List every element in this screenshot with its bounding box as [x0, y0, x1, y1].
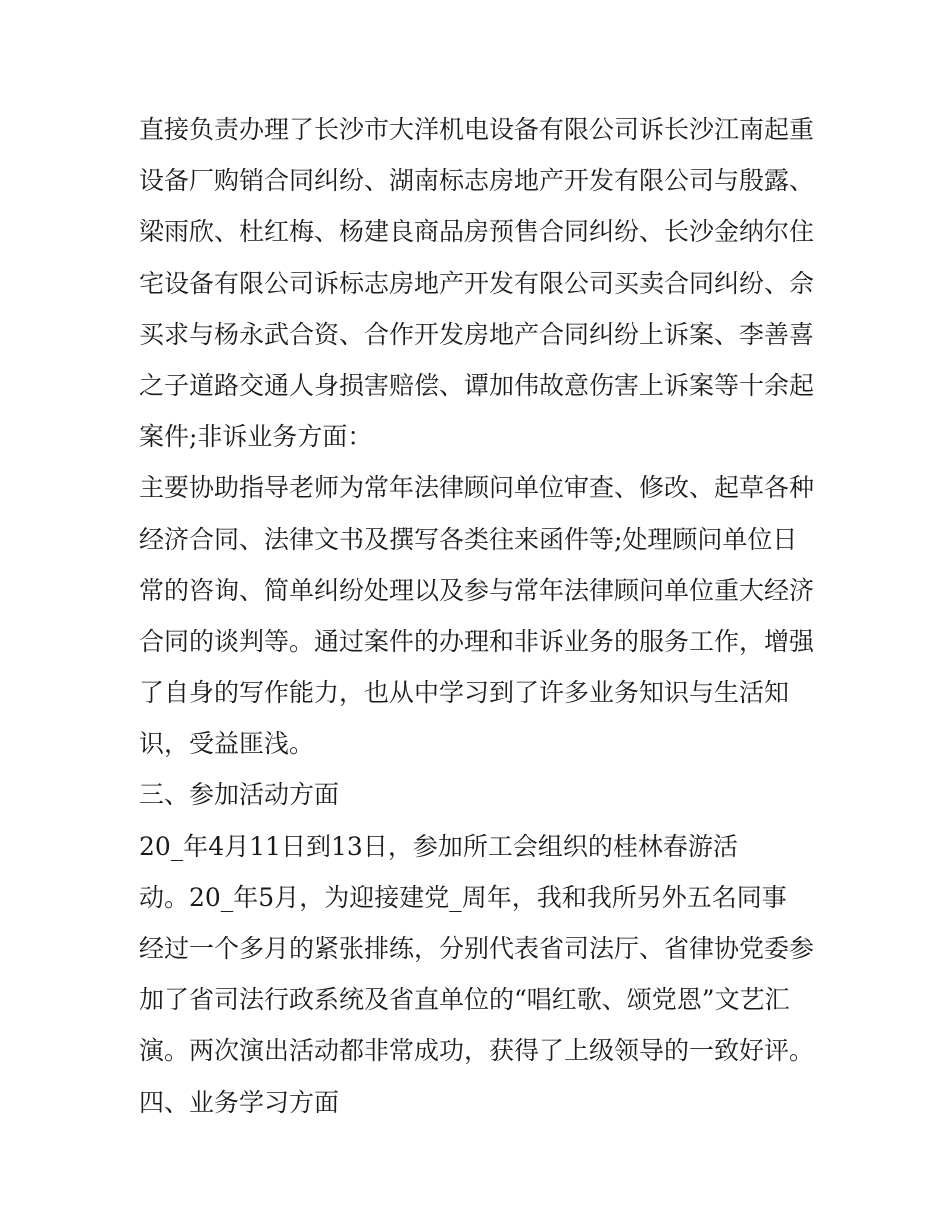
- text-line: 常的咨询、简单纠纷处理以及参与常年法律顾问单位重大经济: [139, 575, 815, 605]
- text-line: 直接负责办理了长沙市大洋机电设备有限公司诉长沙江南起重: [139, 115, 815, 144]
- text-line: 了自身的写作能力，也从中学习到了许多业务知识与生活知: [139, 678, 790, 708]
- text-line: 合同的谈判等。通过案件的办理和非诉业务的服务工作，增强: [139, 626, 815, 656]
- text-line: 经过一个多月的紧张排练，分别代表省司法厅、省律协党委参: [139, 934, 815, 963]
- text-line: 梁雨欣、杜红梅、杨建良商品房预售合同纠纷、长沙金纳尔住: [139, 217, 815, 247]
- text-line: 案件;非诉业务方面：: [139, 422, 373, 452]
- text-line: 买求与杨永武合资、合作开发房地产合同纠纷上诉案、李善喜: [139, 319, 815, 349]
- text-line: 识，受益匪浅。: [139, 729, 315, 759]
- text-line: 演。两次演出活动都非常成功，获得了上级领导的一致好评。: [139, 1036, 815, 1066]
- text-line: 加了省司法行政系统及省直单位的“唱红歌、颂党恩”文艺汇: [139, 985, 790, 1015]
- text-line: 20_年4月11日到13日，参加所工会组织的桂林春游活: [139, 831, 738, 861]
- section-heading: 四、业务学习方面: [139, 1087, 340, 1117]
- text-line: 之子道路交通人身损害赔偿、谭加伟故意伤害上诉案等十余起: [139, 370, 815, 400]
- section-heading: 三、参加活动方面: [139, 780, 340, 810]
- text-line: 宅设备有限公司诉标志房地产开发有限公司买卖合同纠纷、佘: [139, 268, 815, 298]
- document-body: [139, 104, 819, 1128]
- text-line: 主要协助指导老师为常年法律顾问单位审查、修改、起草各种: [139, 473, 815, 503]
- text-line: 设备厂购销合同纠纷、湖南标志房地产开发有限公司与殷露、: [139, 166, 815, 196]
- text-line: 动。20_年5月，为迎接建党_周年，我和我所另外五名同事: [139, 882, 787, 912]
- text-line: 经济合同、法律文书及撰写各类往来函件等;处理顾问单位日: [139, 524, 798, 554]
